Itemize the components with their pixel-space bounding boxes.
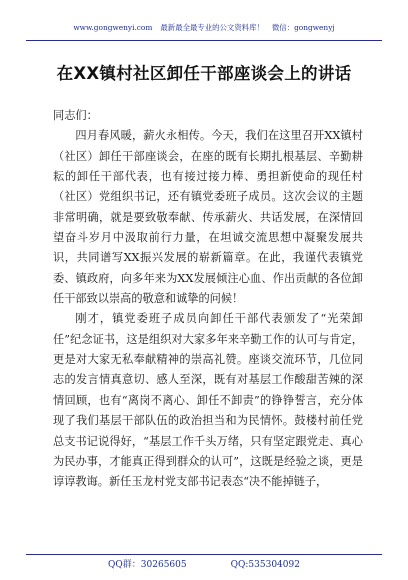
footer-qq: QQ:535304092 [230,560,300,570]
page-footer [26,554,382,571]
paragraph-1: 四月春风暖，薪火永相传。今天，我们在这里召开XX镇村（社区）卸任干部座谈会，在座的既有长期扎根基层、辛勤耕耘的卸任干部代表，也有接过接力棒、勇担新使命的现任村（社区）党组织书记，还有镇党委班子成员。这次会议的主题非常明确，就是要致敬奉献、传承薪火、共话发展，在深情回望奋斗岁月中汲取前行力量，在坦诚交流思想中凝聚发展共识，共同谱写XX振兴发展的崭新篇章。在此，我谨代表镇党委、镇政府，向多年来为XX发展倾注心血、作出贡献的各位卸任干部致以崇高的敬意和诚挚的问候！ [53,129,363,306]
greeting: 同志们： [53,109,98,122]
header-wechat: 微信：gongwenyj [271,23,335,32]
header-tagline: 最新最全最专业的公文资料库！ [160,23,264,32]
document-body [53,106,363,493]
page-header [26,22,382,41]
header-website[interactable]: www.gongwenyi.com [73,23,153,32]
paragraph-2: 刚才，镇党委班子成员向卸任干部代表颁发了“光荣卸任”纪念证书，这是组织对大家多年来辛勤工作的认可与肯定，更是对大家无私奉献精神的崇高礼赞。座谈交流环节，几位同志的发言情真意切、感人至深，既有对基层工作酸甜苦辣的深情回顾，也有“离岗不离心、卸任不卸责”的铮铮誓言，充分体现了我们基层干部队伍的政治担当和为民情怀。鼓楼村前任党总支书记说得好，“基层工作千头万绪，只有坚定跟党走、真心为民办事，才能真正得到群众的认可”，这既是经验之谈，更是谆谆教诲。新任玉龙村党支部书记表态“决不能掉链子， [53,312,363,489]
footer-qq-group: QQ群：30265605 [108,560,187,570]
document-title: 在XX镇村社区卸任干部座谈会上的讲话 [56,64,352,83]
